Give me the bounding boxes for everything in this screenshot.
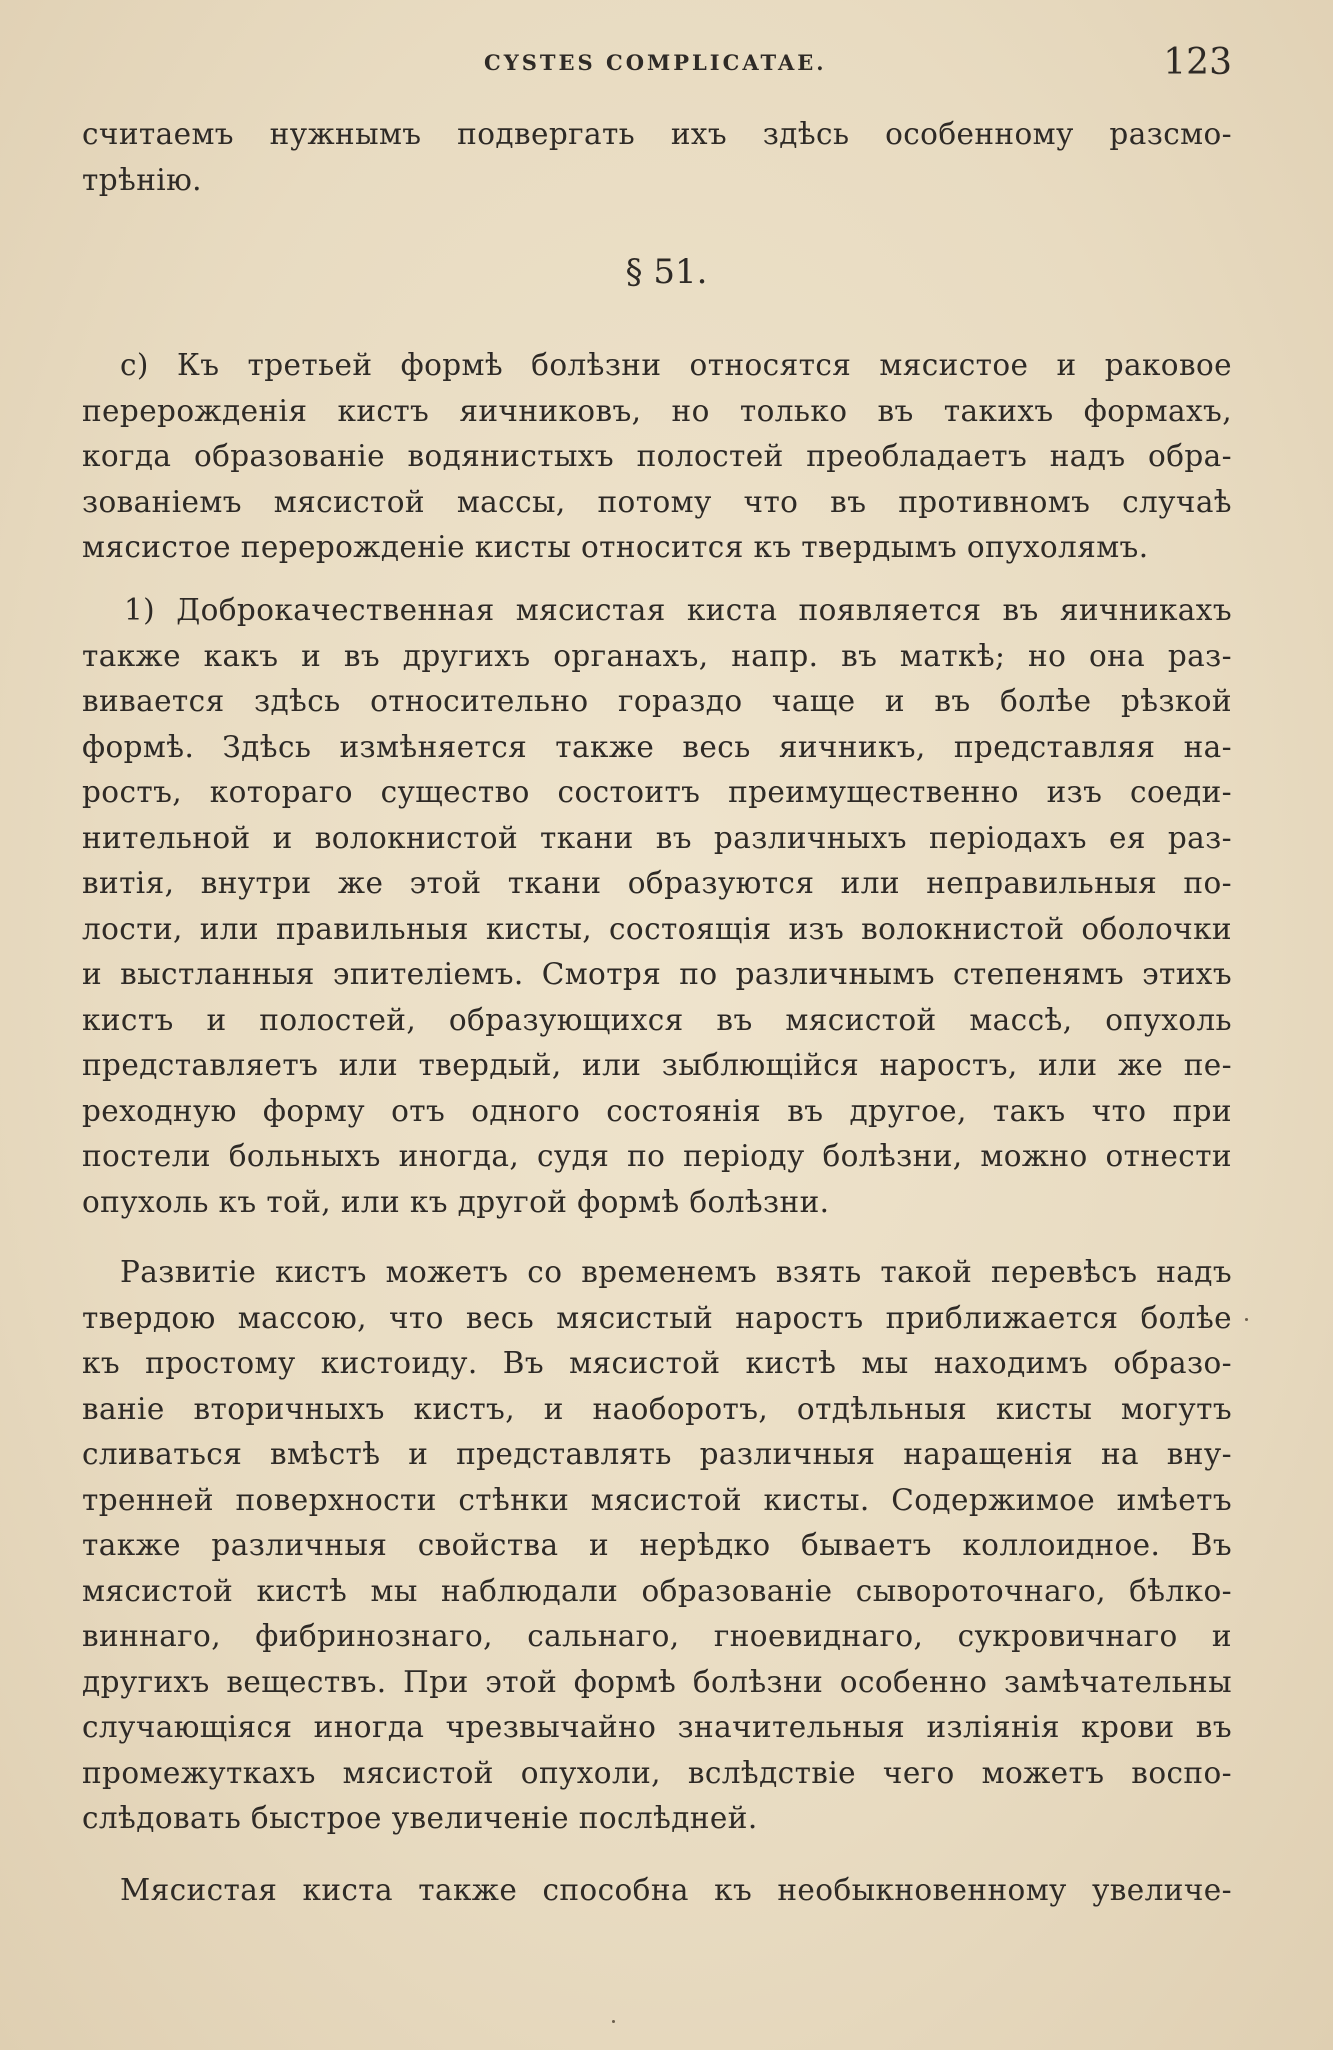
section-title: § 51. bbox=[625, 252, 708, 292]
text-line: считаемъ нужнымъ подвергать ихъ здѣсь особенному разсмо- bbox=[82, 117, 1232, 151]
text-line: случающіяся иногда чрезвычайно значительныя изліянія крови въ bbox=[82, 1710, 1232, 1744]
text-line: нительной и волокнистой ткани въ различныхъ періодахъ ея раз- bbox=[82, 820, 1232, 855]
text-line: слѣдовать быстрое увеличеніе послѣдней. bbox=[82, 1801, 758, 1835]
text-line: тренней поверхности стѣнки мясистой кисты. Содержимое имѣетъ bbox=[82, 1482, 1232, 1517]
text-line: трѣнію. bbox=[82, 162, 202, 197]
text-line: кистъ и полостей, образующихся въ мясистой массѣ, опухоль bbox=[82, 1002, 1232, 1037]
text-line: мясистое перерожденіе кисты относится къ твердымъ опухолямъ. bbox=[82, 530, 1149, 564]
text-line: Развитіе кистъ можетъ со временемъ взять такой перевѣсъ надъ bbox=[120, 1255, 1232, 1289]
text-line: другихъ веществъ. При этой формѣ болѣзни особенно замѣчательны bbox=[82, 1664, 1232, 1699]
text-line: формѣ. Здѣсь измѣняется также весь яичникъ, представляя на- bbox=[82, 729, 1232, 764]
text-line: твердою массою, что весь мясистый наростъ приближается болѣе bbox=[82, 1300, 1232, 1335]
page-header bbox=[82, 42, 1232, 92]
text-line: 1) Доброкачественная мясистая киста появляется въ яичникахъ bbox=[124, 593, 1232, 627]
text-line: представляетъ или твердый, или зыблющійся наростъ, или же пе- bbox=[82, 1048, 1232, 1082]
paragraph-2 bbox=[82, 1250, 1232, 1842]
text-line: постели больныхъ иногда, судя по періоду болѣзни, можно отнести bbox=[82, 1139, 1232, 1173]
text-line: сливаться вмѣстѣ и представлять различныя наращенія на вну- bbox=[82, 1437, 1232, 1471]
text-line: реходную форму отъ одного состоянія въ другое, такъ что при bbox=[82, 1093, 1232, 1128]
text-line: также различныя свойства и нерѣдко бываетъ коллоидное. Въ bbox=[82, 1528, 1232, 1562]
text-line: и выстланныя эпителіемъ. Смотря по различнымъ степенямъ этихъ bbox=[82, 957, 1232, 991]
running-head: CYSTES COMPLICATAE. bbox=[484, 50, 827, 75]
text-line: c) Къ третьей формѣ болѣзни относятся мясистое и раковое bbox=[120, 348, 1232, 382]
text-line: мясистой кистѣ мы наблюдали образованіе сывороточнаго, бѣлко- bbox=[82, 1573, 1232, 1608]
text-line: ростъ, котораго существо состоитъ преимущественно изъ соеди- bbox=[82, 775, 1232, 809]
text-line: къ простому кистоиду. Въ мясистой кистѣ мы находимъ образо- bbox=[82, 1346, 1232, 1380]
text-line: промежуткахъ мясистой опухоли, вслѣдствіе чего можетъ воспо- bbox=[82, 1755, 1232, 1790]
paper-speck bbox=[612, 2020, 615, 2023]
text-line: ваніе вторичныхъ кистъ, и наоборотъ, отдѣльныя кисты могутъ bbox=[82, 1391, 1232, 1426]
text-line: лости, или правильныя кисты, состоящія изъ волокнистой оболочки bbox=[82, 911, 1232, 946]
paragraph-c bbox=[82, 343, 1232, 571]
paragraph-3 bbox=[82, 1868, 1232, 1914]
paragraph-1 bbox=[82, 588, 1232, 1225]
text-line: вивается здѣсь относительно гораздо чаще и въ болѣе рѣзкой bbox=[82, 684, 1232, 718]
text-line: зованіемъ мясистой массы, потому что въ противномъ случаѣ bbox=[82, 484, 1232, 519]
text-line: опухоль къ той, или къ другой формѣ болѣзни. bbox=[82, 1184, 830, 1219]
text-line: Мясистая киста также способна къ необыкновенному увеличе- bbox=[120, 1873, 1232, 1907]
page-number: 123 bbox=[1163, 42, 1232, 83]
paper-speck bbox=[1245, 1318, 1248, 1321]
text-line: также какъ и въ другихъ органахъ, напр. въ маткѣ; но она раз- bbox=[82, 638, 1232, 673]
text-line: перерожденія кистъ яичниковъ, но только въ такихъ формахъ, bbox=[82, 393, 1232, 428]
intro-paragraph bbox=[82, 112, 1232, 203]
text-line: витія, внутри же этой ткани образуются или неправильныя по- bbox=[82, 866, 1232, 900]
text-line: виннаго, фибринознаго, сальнаго, гноевиднаго, сукровичнаго и bbox=[82, 1619, 1232, 1653]
text-line: когда образованіе водянистыхъ полостей преобладаетъ надъ обра- bbox=[82, 439, 1232, 473]
